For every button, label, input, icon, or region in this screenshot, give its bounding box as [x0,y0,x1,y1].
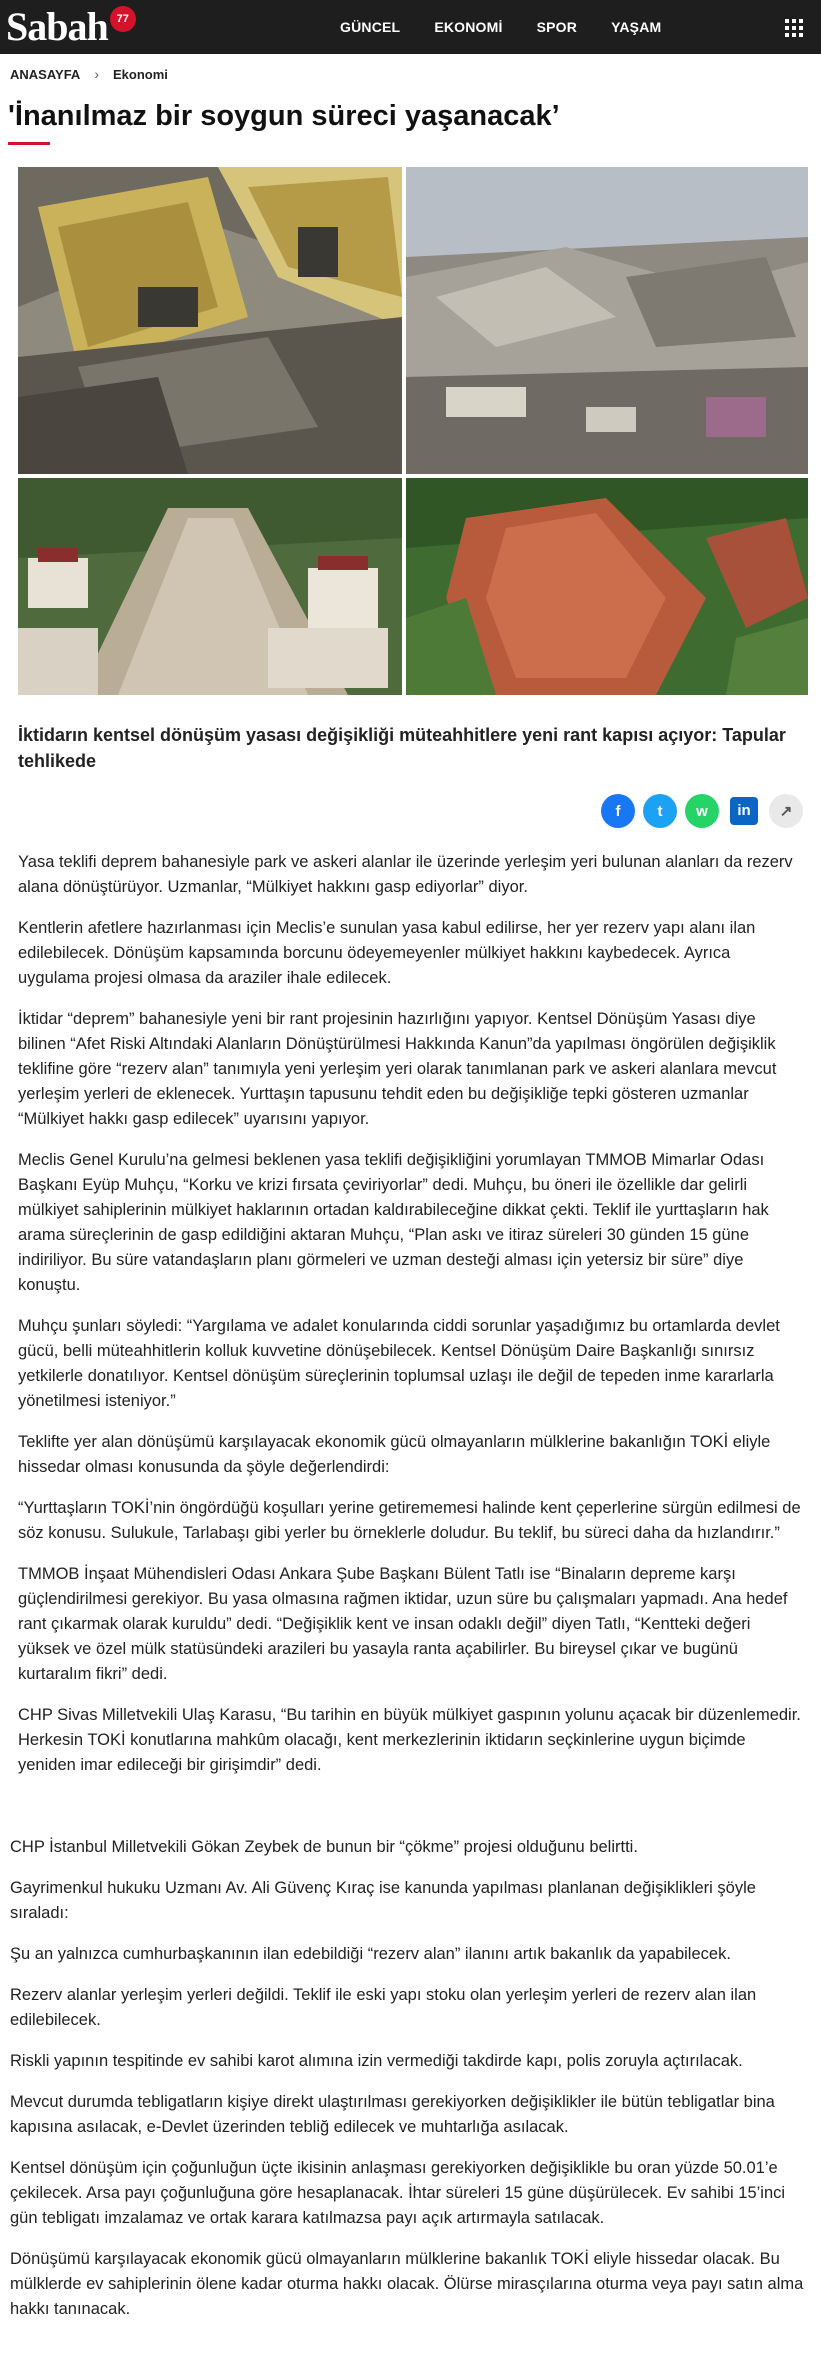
logo-badge: 77 [110,6,136,32]
grid-menu-icon[interactable] [785,19,803,37]
linkedin-icon[interactable] [727,794,761,828]
share-bar [601,794,803,828]
article-paragraph: Teklifte yer alan dönüşümü karşılayacak ekonomik gücü olmayanların mülklerine bakanlığın TOKİ eliyle hissedar olması konusunda da şöyle değerlendirdi: [18,1433,771,1476]
main-nav [340,0,661,54]
article-paragraph: Kentsel dönüşüm için çoğunluğun üçte ikisinin anlaşması gerekiyorken değişiklikle bu oran yüzde 50.01’e çekilecek. Arsa payı çoğunluğuna göre hesaplanacak. İhtar süreleri 15 güne düşürülecek. Ev sahibi 15’inci gün tebligatı imzalamaz ve ortak karara katılmazsa payı açık artırmayla satılacak. [10,2159,786,2227]
hero-image-flood [18,478,402,695]
article-hero-image [18,167,808,695]
site-header [0,0,821,54]
site-logo[interactable] [6,6,136,48]
article-paragraph: CHP Sivas Milletvekili Ulaş Karasu, “Bu tarihin en büyük mülkiyet gaspının yolunu açacak bir düzenlemedir. Herkesin TOKİ konutlarına mahkûm olacağı, kent merkezlerinin iktidarın seçkinlerine uygun biçimde yeniden imar edileceği bir girişimdir” dedi. [18,1706,801,1774]
hero-image-collapsed-building [18,167,402,474]
article-title: 'İnanılmaz bir soygun süreci yaşanacak’ [8,100,560,132]
article-paragraph: Gayrimenkul hukuku Uzmanı Av. Ali Güvenç Kıraç ise kanunda yapılması planlanan değişiklikleri şöyle sıraladı: [10,1879,756,1922]
article-paragraph: TMMOB İnşaat Mühendisleri Odası Ankara Şube Başkanı Bülent Tatlı ise “Binaların depreme karşı güçlendirilmesi gerekiyor. Bu yasa olmasına rağmen iktidar, uzun süre bu çalışmaları yapmadı. Ana hedef rant çıkarmak olarak kuruldu” dedi. “Değişiklik kent ve insan odaklı değil” diyen Tatlı, “Kentteki değeri yüksek ve özel mülk statüsündeki arazileri bu yasayla ranta açabilirler. Bu bireysel çıkar ve bugünü kurtaralım fikri” dedi. [18,1565,788,1683]
nav-item-yasam[interactable]: YAŞAM [611,19,662,35]
article-paragraph: Dönüşümü karşılayacak ekonomik gücü olmayanların mülklerine bakanlık TOKİ eliyle hissedar olacak. Bu mülklerde ev sahiplerinin ölene kadar oturma hakkı olacak. Ölürse mirasçılarına oturma veya payı satın alma hakkı tanınacak. [10,2250,804,2318]
article-paragraph: Şu an yalnızca cumhurbaşkanının ilan edebildiği “rezerv alan” ilanını artık bakanlık da yapabilecek. [10,1945,731,1963]
article-paragraph: Kentlerin afetlere hazırlanması için Meclis’e sunulan yasa kabul edilirse, her yer rezerv yapı alanı ilan edilebilecek. Dönüşüm kapsamında borcunu ödeyemeyenler mülkiyet hakkını kaybedecek. Ayrıca uygulama projesi olmasa da araziler ihale edilecek. [18,919,756,987]
article-summary: İktidarın kentsel dönüşüm yasası değişikliği müteahhitlere yeni rant kapısı açıyor: Tapular tehlikede [18,725,786,771]
share-icon[interactable]: ↗ [769,794,803,828]
logo-text: Sabah [6,4,108,49]
article-paragraph: “Yurttaşların TOKİ’nin öngördüğü koşulları yerine getirememesi halinde kent çeperlerine sürgün edilmesi de söz konusu. Sulukule, Tarlabaşı gibi yerler bu örneklerle doludur. Bu teklif, bu süreci daha da hızlandırır.” [18,1499,801,1542]
nav-item-ekonomi[interactable]: EKONOMİ [434,19,503,35]
breadcrumb [10,66,168,82]
article-body [18,850,806,1794]
article-body-continued [10,1835,810,2338]
article-paragraph: Mevcut durumda tebligatların kişiye direkt ulaştırılması gerekiyorken değişiklikler ile bütün tebligatlar bina kapısına asılacak, e-Devlet üzerinden tebliğ edilecek ve muhtarlığa asılacak. [10,2093,775,2136]
nav-item-spor[interactable]: SPOR [536,19,578,35]
article-paragraph: Riskli yapının tespitinde ev sahibi karot alımına izin vermediği takdirde kapı, polis zoruyla açtırılacak. [10,2052,743,2070]
article-paragraph: CHP İstanbul Milletvekili Gökan Zeybek de bunun bir “çökme” projesi olduğunu belirtti. [10,1838,638,1856]
article-paragraph: İktidar “deprem” bahanesiyle yeni bir rant projesinin hazırlığını yapıyor. Kentsel Dönüşüm Yasası diye bilinen “Afet Riski Altındaki Alanların Dönüştürülmesi Hakkında Kanun”da yapılması öngörülen değişiklik teklifine göre “rezerv alan” tanımıyla yeni yerleşim yeri olarak tanımlanan park ve askeri alanlara mevcut yerleşim yerleri de eklenecek. Yurttaşın tapusunu tehdit eden bu değişikliğe tepki gösteren uzmanlar “Mülkiyet hakkı gasp edilecek” uyarısını yapıyor. [18,1010,777,1128]
title-underline [8,142,50,145]
twitter-icon[interactable]: t [643,794,677,828]
article-paragraph: Muhçu şunları söyledi: “Yargılama ve adalet konularında ciddi sorunlar yaşadığımız bu ortamlarda devlet gücü, belli müteahhitlerin kolluk kuvvetine dönüşebilecek. Kentsel Dönüşüm Daire Başkanlığı sınırsız yetkilerle donatılıyor. Kentsel dönüşüm süreçlerinin toplumsal uzlaşı ile değil de tepeden inme kararlarla yönetilmesi isteniyor.” [18,1317,780,1410]
hero-image-rubble [406,167,808,474]
nav-item-guncel[interactable]: GÜNCEL [340,19,401,35]
facebook-icon[interactable]: f [601,794,635,828]
linkedin-icon-label: in [730,797,758,825]
article-paragraph: Rezerv alanlar yerleşim yerleri değildi. Teklif ile eski yapı stoku olan yerleşim yerleri de rezerv alan ilan edilebilecek. [10,1986,757,2029]
article-paragraph: Meclis Genel Kurulu’na gelmesi beklenen yasa teklifi değişikliğini yorumlayan TMMOB Mimarlar Odası Başkanı Eyüp Muhçu, “Korku ve krizi fırsata çeviriyorlar” dedi. Muhçu, bu öneri ile özellikle dar gelirli mülkiyet sahiplerinin mülkiyet haklarının ortadan kaldırabileceğine dikkat çekti. Teklif ile yurttaşların hak arama süreçlerinin de gasp edildiğini aktaran Muhçu, “Plan askı ve itiraz süreleri 30 günden 15 güne indiriliyor. Bu süre vatandaşların planı görmeleri ve uzman desteği alması için yetersiz bir süre” diye konuştu. [18,1151,769,1294]
chevron-right-icon: › [94,66,99,82]
breadcrumb-home[interactable]: ANASAYFA [10,66,81,82]
article-paragraph: Yasa teklifi deprem bahanesiyle park ve askeri alanlar ile üzerinde yerleşim yeri bulunan alanları da rezerv alana dönüştürüyor. Uzmanlar, “Mülkiyet hakkını gasp ediyorlar” diyor. [18,853,793,896]
breadcrumb-category[interactable]: Ekonomi [113,66,168,82]
hero-image-landslide [406,478,808,695]
whatsapp-icon[interactable]: w [685,794,719,828]
